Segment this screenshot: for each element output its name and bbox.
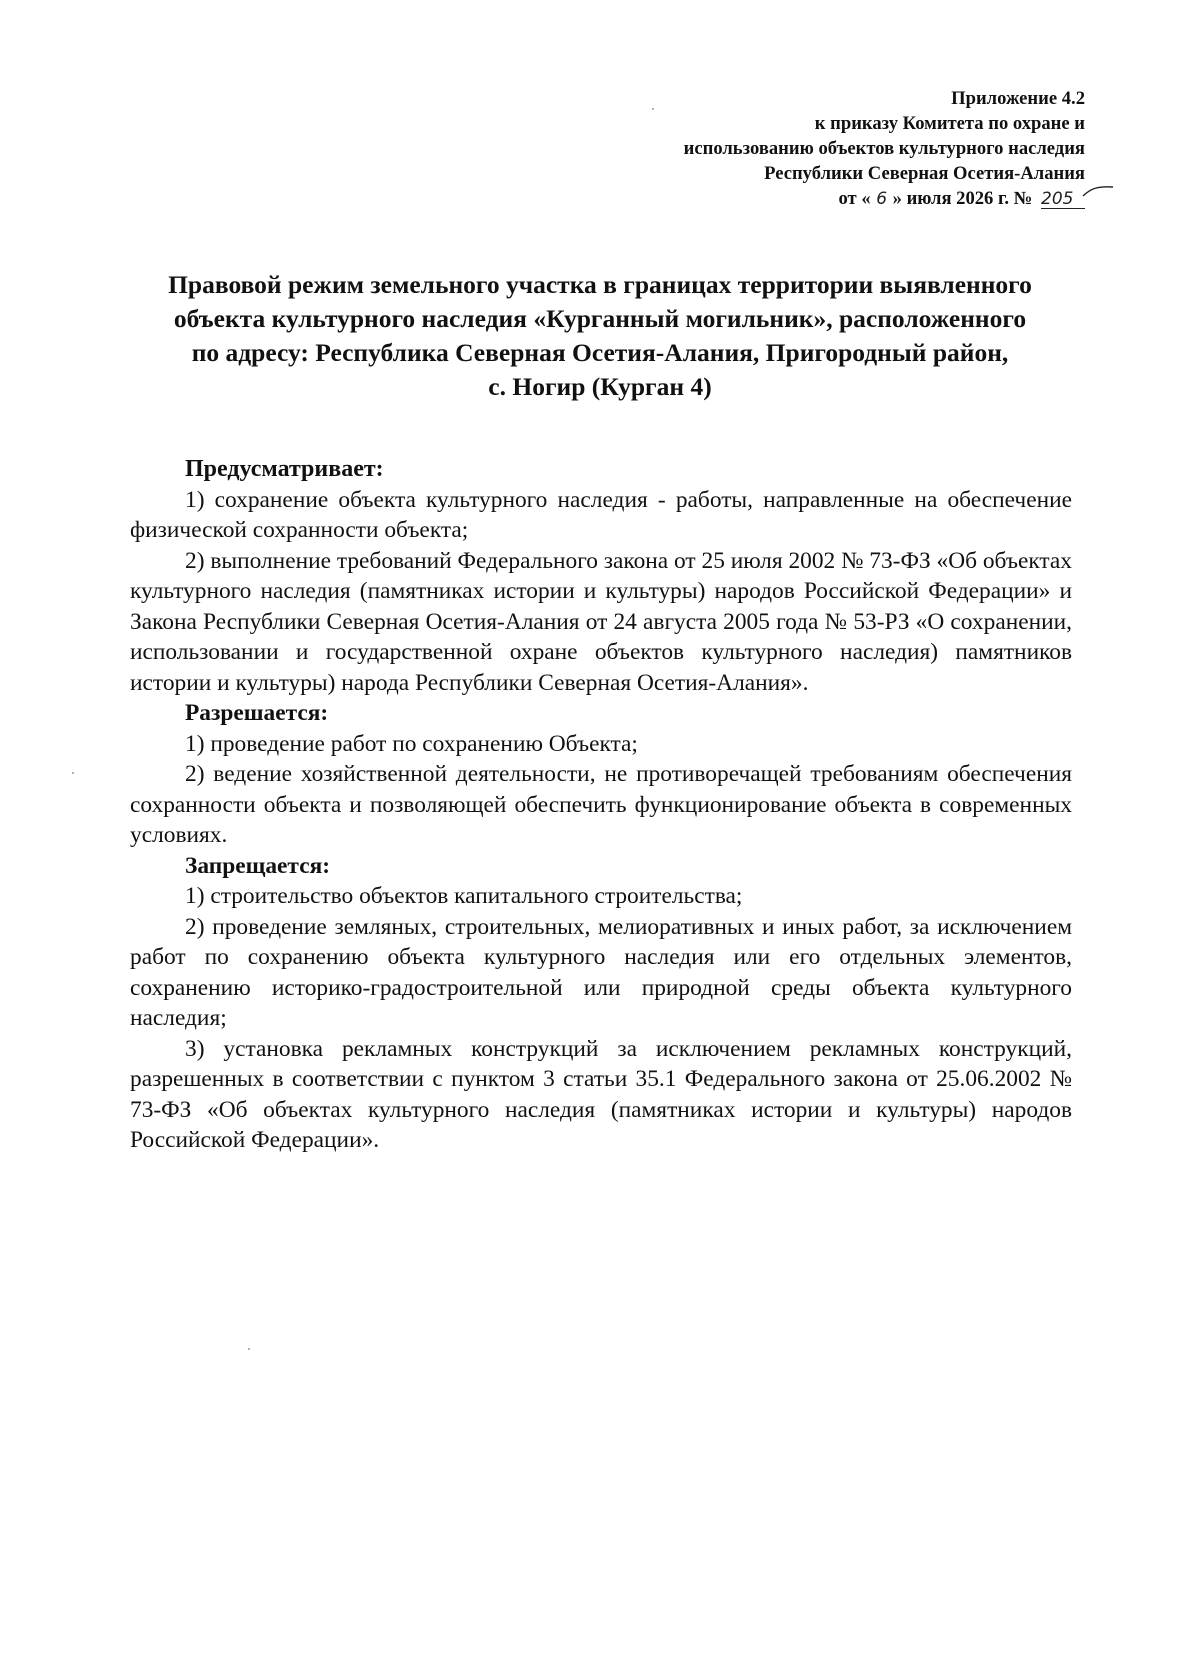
document-body — [130, 454, 1072, 1156]
section-heading-provides: Предусматривает: — [185, 456, 384, 482]
handwriting-flourish-icon — [1081, 184, 1115, 204]
title-line-4: с. Ногир (Курган 4) — [488, 372, 712, 401]
scan-speck — [652, 108, 654, 110]
handwritten-order-number — [1041, 190, 1085, 209]
appendix-order-ref: к приказу Комитета по охране и — [814, 113, 1085, 134]
title-line-3: по адресу: Республика Северная Осетия-Алания, Пригородный район, — [191, 338, 1009, 367]
order-number-text: 205 — [1041, 189, 1074, 209]
appendix-committee: использованию объектов культурного наследия — [683, 138, 1085, 159]
appendix-republic: Республики Северная Осетия-Алания — [764, 163, 1085, 184]
document-title — [100, 268, 1100, 404]
appendix-date-line — [684, 186, 1085, 212]
allowed-item-1: 1) проведение работ по сохранению Объекта; — [185, 730, 638, 757]
prohibited-item-2: 2) проведение земляных, строительных, мелиоративных и иных работ, за исключением работ по сохранению объекта культурного наследия или его отдельных элементов, сохранению историко-градостроительной или природной среды объекта культурного наследия; — [130, 913, 1072, 1031]
date-prefix: от « — [838, 188, 871, 209]
prohibited-item-3: 3) установка рекламных конструкций за исключением рекламных конструкций, разрешенных в соответствии с пунктом 3 статьи 35.1 Федерального закона от 25.06.2002 № 73-ФЗ «Об объектах культурного наследия (памятниках истории и культуры) народов Российской Федерации». — [130, 1035, 1072, 1153]
scan-speck — [72, 772, 74, 774]
section-heading-allowed: Разрешается: — [185, 700, 329, 726]
provides-item-1: 1) сохранение объекта культурного наследия - работы, направленные на обеспечение физической сохранности объекта; — [130, 486, 1072, 543]
provides-item-2: 2) выполнение требований Федерального закона от 25 июля 2002 № 73-ФЗ «Об объектах культурного наследия (памятниках истории и культуры) народов Российской Федерации» и Закона Республики Северная Осетия-Алания от 24 августа 2005 года № 53-РЗ «О сохранении, использовании и государственной охране объектов культурного наследия) памятников истории и культуры) народа Республики Северная Осетия-Алания». — [130, 547, 1072, 696]
appendix-header — [684, 86, 1085, 212]
section-heading-prohibited: Запрещается: — [185, 852, 331, 879]
title-line-1: Правовой режим земельного участка в границах территории выявленного — [168, 270, 1032, 299]
scan-speck — [248, 1348, 250, 1350]
appendix-number: Приложение 4.2 — [951, 88, 1085, 109]
prohibited-item-1: 1) строительство объектов капитального строительства; — [185, 883, 743, 909]
allowed-item-2: 2) ведение хозяйственной деятельности, не противоречащей требованиям обеспечения сохранности объекта и позволяющей обеспечить функционирование объекта в современных условиях. — [130, 761, 1072, 848]
title-line-2: объекта культурного наследия «Курганный могильник», расположенного — [173, 304, 1027, 333]
handwritten-day: 6 — [876, 189, 888, 209]
date-suffix: » июля 2026 г. № — [892, 188, 1033, 209]
